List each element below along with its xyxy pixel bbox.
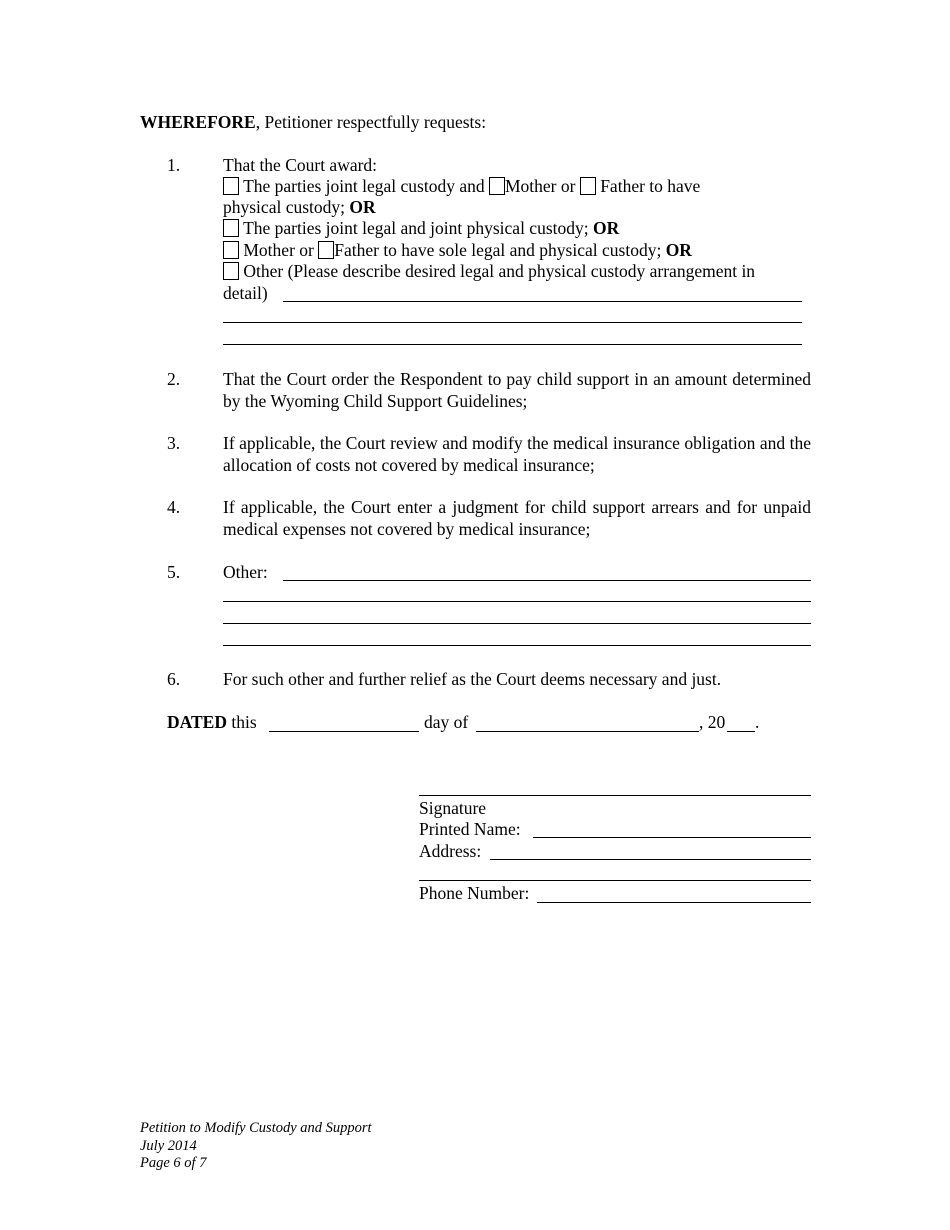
item4-number: 4. xyxy=(167,497,181,517)
dated-label xyxy=(167,712,257,733)
printed-name-label: Printed Name: xyxy=(419,819,521,839)
dated-period: . xyxy=(755,712,760,732)
opt2-text: The parties joint legal and joint physical custody; xyxy=(243,218,589,238)
signature-line[interactable] xyxy=(419,795,811,796)
dated-bold: DATED xyxy=(167,712,227,732)
address-label: Address: xyxy=(419,841,482,861)
or-label: OR xyxy=(665,240,692,260)
opt3-mother-text: Mother or xyxy=(243,240,314,260)
item6-number: 6. xyxy=(167,669,181,689)
item4-text: If applicable, the Court enter a judgment for child support arrears and for unpaid medical expenses not covered by medical insurance; xyxy=(223,497,811,539)
other-line-2[interactable] xyxy=(223,601,811,602)
opt1-father-checkbox[interactable] xyxy=(580,177,596,195)
opt1-text: The parties joint legal custody and xyxy=(243,176,485,196)
phone-label: Phone Number: xyxy=(419,883,530,903)
sole-mother-checkbox[interactable] xyxy=(223,241,239,259)
dated-this: this xyxy=(231,712,257,732)
other-line-4[interactable] xyxy=(223,645,811,646)
item3-number: 3. xyxy=(167,433,181,453)
opt1-father-text: Father to have xyxy=(600,176,701,196)
phone-line[interactable] xyxy=(537,902,811,903)
item2-text: That the Court order the Respondent to pay child support in an amount determined by the Wyoming Child Support Guidelines; xyxy=(223,369,811,411)
signature-label: Signature xyxy=(419,798,487,818)
footer-page: Page 6 of 7 xyxy=(140,1155,207,1171)
item1-option-sole xyxy=(223,240,692,261)
item5-label: Other: xyxy=(223,562,268,582)
item1-option-joint-both xyxy=(223,218,619,239)
opt3-father-text: Father to have sole legal and physical custody; xyxy=(334,240,662,260)
dated-year-prefix: , 20 xyxy=(699,712,726,732)
printed-name-line[interactable] xyxy=(533,837,811,838)
item1-option-joint-legal xyxy=(223,176,700,197)
other-line-3[interactable] xyxy=(223,623,811,624)
sole-father-checkbox[interactable] xyxy=(318,241,334,259)
item1-number: 1. xyxy=(167,155,181,175)
or-label: OR xyxy=(593,218,620,238)
item3-text: If applicable, the Court review and modify the medical insurance obligation and the allocation of costs not covered by medical insurance; xyxy=(223,433,811,475)
address-line-1[interactable] xyxy=(490,859,811,860)
wherefore-heading xyxy=(140,112,486,133)
opt4-text: Other (Please describe desired legal and physical custody arrangement in xyxy=(243,261,756,281)
item1-intro: That the Court award: xyxy=(223,155,378,175)
dated-month-line[interactable] xyxy=(476,731,699,732)
other-line-1[interactable] xyxy=(283,580,811,581)
dated-year-line[interactable] xyxy=(727,731,755,732)
custody-detail-line-1[interactable] xyxy=(283,301,802,302)
dated-day-line[interactable] xyxy=(269,731,419,732)
wherefore-bold: WHEREFORE xyxy=(140,112,256,132)
item2-number: 2. xyxy=(167,369,181,389)
address-line-2[interactable] xyxy=(419,880,811,881)
item5-number: 5. xyxy=(167,562,181,582)
other-custody-checkbox[interactable] xyxy=(223,262,239,280)
opt4-detail-label: detail) xyxy=(223,283,268,303)
footer-title: Petition to Modify Custody and Support xyxy=(140,1120,372,1136)
footer-date: July 2014 xyxy=(140,1138,197,1154)
wherefore-rest: , Petitioner respectfully requests: xyxy=(255,112,487,132)
custody-detail-line-2[interactable] xyxy=(223,322,802,323)
opt1-mother-text: Mother or xyxy=(504,176,576,196)
opt1-mother-checkbox[interactable] xyxy=(489,177,505,195)
dated-day-of: day of xyxy=(424,712,469,732)
joint-physical-checkbox[interactable] xyxy=(223,219,239,237)
item1-option-other xyxy=(223,261,755,282)
item6-text: For such other and further relief as the Court deems necessary and just. xyxy=(223,669,722,689)
custody-detail-line-3[interactable] xyxy=(223,344,802,345)
item1-option-joint-legal-cont xyxy=(223,197,376,218)
joint-legal-checkbox[interactable] xyxy=(223,177,239,195)
or-label: OR xyxy=(349,197,376,217)
opt1-physical-text: physical custody; xyxy=(223,197,345,217)
